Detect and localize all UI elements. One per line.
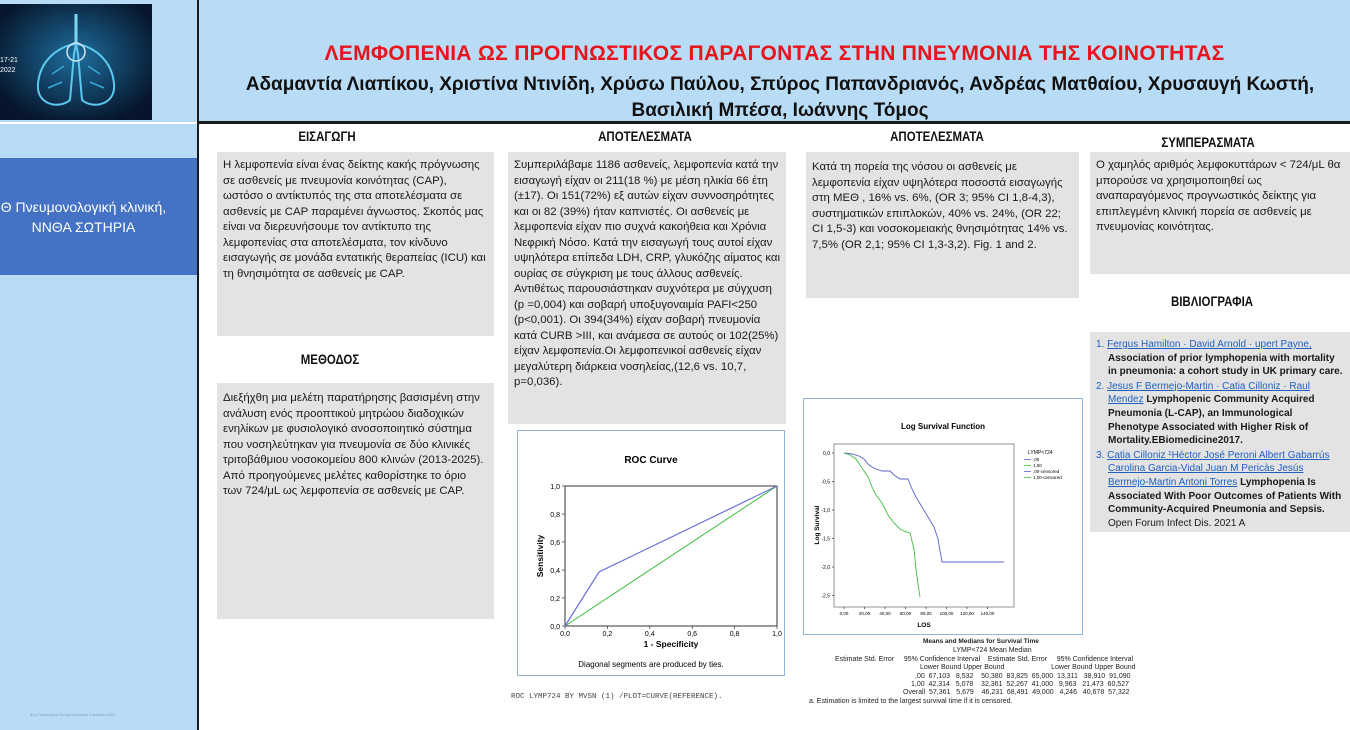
results-heading-1: ΑΠΟΤΕΛΕΣΜΑΤΑ bbox=[598, 129, 692, 144]
conclusion-text: Ο χαμηλός αριθμός λεμφοκυττάρων < 724/μL θα μπορούσε να χρησιμοποιηθεί ως αναπαραγόμενος προγνωστικός δείκτης για επιπλεγμένη κλινική πορεία σε ασθενείς με πνευμονίας κοινότητας. bbox=[1096, 159, 1341, 233]
intro-text: Η λεμφοπενία είναι ένας δείκτης κακής πρόγνωσης σε ασθενείς με πνευμονία κοινότητας (CAP), ωστόσο ο αντίκτυπός της στα αποτελέσματα σε ασθενείς με CAP παραμένει άγνωστος. Σκοπός μας είναι να διερευνήσουμε τον αντίκτυπο της λεμφοπενίας στα αποτελέσματα, τον κίνδυνο εισαγωγής σε μονάδα εντατικής θεραπείας (ICU) και τη θνησιμότητα σε ασθενείς με CAP. bbox=[223, 159, 486, 280]
survival-xtick-label: 120,00 bbox=[960, 611, 974, 616]
reference-3: 3. Catia Cilloniz ¹Héctor José Peroni Albert Gabarrús Carolina Garcia-Vidal Juan M Pericàs Jesús Bermejo-Martin Antoni Torres Lymphopenia Is Associated With Poor Outcomes of Patients With Community-Acquired Pneumonia and Sepsis. Open Forum Infect Dis. 2021 A bbox=[1096, 449, 1342, 529]
means-table-footnote: a. Estimation is limited to the largest survival time if it is censored. bbox=[809, 698, 1013, 705]
survival-xtick-label: 0,00 bbox=[839, 611, 849, 616]
roc-ytick-label: 0,8 bbox=[550, 512, 560, 519]
survival-ytick-label: -0,5 bbox=[821, 479, 830, 486]
results-box-2 bbox=[806, 152, 1079, 298]
survival-ytick-label: -1,0 bbox=[821, 508, 830, 514]
methods-text: Διεξήχθη μια μελέτη παρατήρησης βασισμένη στην ανάλυση ενός προοπτικού μητρώου διαδοχικών ενηλίκων με φυσιολογικό ανοσοποιητικό σύστημα που νοσηλεύτηκαν για πνευμονία σε δύο κλινικές τριτοβάθμιου νοσοκομείου 800 κλινών (2013-2025). bbox=[223, 392, 484, 466]
roc-ytick-label: 1,0 bbox=[550, 484, 560, 491]
poster-authors: Αδαμαντία Λιαπίκου, Χριστίνα Ντινίδη, Χρύσω Παύλου, Σπύρος Παπανδριανός, Ανδρέας Ματθαίου, Χρυσαυγή Κωστή, Βασιλική Μπέσα, Ιωάννης Τόμος bbox=[245, 74, 1315, 121]
survival-chart-title: Log Survival Function bbox=[900, 422, 986, 431]
survival-xtick-label: 100,00 bbox=[939, 611, 954, 616]
survival-legend-label: ,00-censored bbox=[1033, 469, 1060, 474]
vertical-divider bbox=[197, 0, 199, 730]
reference-1-title: Association of prior lymphopenia with mortality in pneumonia: a cohort study in UK primary care. bbox=[1108, 352, 1343, 378]
survival-ylabel: Log Survival bbox=[814, 505, 821, 545]
conference-logo bbox=[0, 4, 152, 120]
survival-chart bbox=[803, 398, 1083, 635]
roc-xtick-label: 1,0 bbox=[772, 631, 782, 638]
survival-ytick-label: -2,5 bbox=[821, 593, 830, 600]
conclusion-heading: ΣΥΜΠΕΡΑΣΜΑΤΑ bbox=[1161, 135, 1255, 150]
means-table-line3: Lower Bound Upper Bound Lower Bound Upper Bound bbox=[920, 664, 1136, 671]
means-table-row3: Overall 57,361 5,679 46,231 68,491 49,000 4,246 40,678 57,322 bbox=[903, 689, 1130, 696]
survival-legend-title: LYMP<724 bbox=[1028, 450, 1053, 456]
reference-2: 2. Jesus F Bermejo-Martin · Catia Cilloniz · Raul Mendez Lymphopenic Community Acquired Pneumonia (L-CAP), an Immunological Phenotype Associated with Higher Risk of Mortality.EBiomedicine2017. bbox=[1096, 380, 1315, 447]
poster-title: ΛΕΜΦΟΠΕΝΙΑ ΩΣ ΠΡΟΓΝΩΣΤΙΚΟΣ ΠΑΡΑΓΟΝΤΑΣ ΣΤΗΝ ΠΝΕΥΜΟΝΙΑ ΤΗΣ ΚΟΙΝΟΤΗΤΑΣ bbox=[324, 42, 1225, 65]
methods-box bbox=[217, 383, 494, 619]
survival-xlabel: LOS bbox=[917, 622, 931, 629]
references-box bbox=[1090, 332, 1350, 532]
roc-ytick-label: 0,4 bbox=[550, 568, 560, 575]
intro-heading: ΕΙΣΑΓΩΓΗ bbox=[298, 129, 356, 144]
survival-ytick-label: -1,5 bbox=[821, 536, 830, 543]
reference-1-authors-link[interactable]: Fergus Hamilton · David Arnold · upert Payne, bbox=[1107, 339, 1312, 350]
results-box-1 bbox=[508, 152, 786, 424]
conclusion-box bbox=[1090, 152, 1350, 274]
roc-xlabel: 1 - Specificity bbox=[643, 639, 699, 649]
roc-xtick-label: 0,8 bbox=[729, 631, 740, 638]
roc-ytick-label: 0,6 bbox=[550, 540, 560, 547]
survival-ytick-label: -2,0 bbox=[821, 565, 830, 571]
survival-legend-label: ,00 bbox=[1033, 457, 1040, 462]
results-heading-2: ΑΠΟΤΕΛΕΣΜΑΤΑ bbox=[890, 129, 984, 144]
reference-3-journal: Open Forum Infect Dis. 2021 A bbox=[1108, 517, 1246, 529]
department-label: Θ Πνευμονολογική κλινική, ΝΝΘΑ ΣΩΤΗΡΙΑ bbox=[0, 198, 167, 235]
means-table-row2: 1,00 42,314 5,078 32,361 52,267 41,000 9,963 21,473 60,527 bbox=[911, 681, 1129, 688]
survival-xtick-label: 80,00 bbox=[920, 611, 932, 616]
reference-3-title: Lymphopenia Is Associated With Poor Outcomes of Patients With Community-Acquired Pneumonia and Sepsis. bbox=[1108, 476, 1342, 516]
roc-chart bbox=[517, 430, 785, 676]
roc-xtick-label: 0,2 bbox=[602, 631, 613, 638]
survival-xtick-label: 20,00 bbox=[858, 611, 871, 616]
reference-3-authors-link[interactable]: Catia Cilloniz ¹Héctor José Peroni Albert Gabarrús Carolina Garcia-Vidal Juan M Pericàs Jesús Bermejo-Martin Antoni Torres bbox=[1107, 449, 1330, 488]
results-text-2: Κατά τη πορεία της νόσου οι ασθενείς με λεμφοπενία είχαν υψηλότερα ποσοστά εισαγωγής στη ΜΕΘ , 16% vs. 6%, (OR 3; 95% CI 1,8-4,3), συστηματικών επιπλοκών, 40% vs. 24%, (OR 22; CI 1,5-3) και νοσοκομειακής θνησιμότητας 14% vs. 7,5% (OR 2,1; 95% CI 1,3-3,2). Fig. 1 and 2. bbox=[812, 161, 1068, 251]
survival-xtick-label: 140,00 bbox=[980, 611, 995, 616]
sidebar-footer-text: 33o Πανελλήνιο Πνευμονολογικό Συνέδριο 2025 bbox=[30, 712, 116, 717]
methods-text-2: Από προηγούμενες μελέτες καθορίστηκε το όριο των 724/μL ως λεμφοπενία σε ασθενείς με CAP. bbox=[223, 469, 467, 497]
means-table-line2: Estimate Std. Error 95% Confidence Interval Estimate Std. Error 95% Confidence Interval bbox=[835, 656, 1134, 663]
means-table bbox=[803, 638, 1136, 718]
reference-1: 1. Fergus Hamilton · David Arnold · upert Payne, Association of prior lymphopenia with mortality in pneumonia: a cohort study in UK primary care. bbox=[1096, 339, 1343, 378]
reference-2-title: Lymphopenic Community Acquired Pneumonia (L-CAP), an Immunological Phenotype Associated with Higher Risk of Mortality.EBiomedicine2017. bbox=[1108, 394, 1315, 447]
survival-line-100 bbox=[844, 453, 920, 597]
results-text-1: Συμπεριλάβαμε 1186 ασθενείς, λεμφοπενία κατά την εισαγωγή είχαν οι 211(18 %) με μέση ηλικία 66 έτη (±17). Οι 151(72%) εξ αυτών είχαν συννοσηρότητες και οι 82 (39%) ήταν καπνιστές. Οι ασθενείς με λεμφοπενία είχαν πιο συχνά κακοήθεια και Χρόνια Νεφρική Νόσο. Κατά την εισαγωγή τους αυτοί είχαν υψηλότερα επίπεδα LDH, CRP, γλυκόζης αίματος και ουρίας σε σύγκριση με τους άλλους ασθενείς. Αντιθέτως παρουσιάστηκαν συχνότερα με σύγχυση (p =0,004) και σοβαρή υποξυγοναιμία PAFI<250 (p<0,001). Οι 394(34%) είχαν σοβαρή πνευμονία κατά CURB >III, και ανάμεσα σε αυτούς οι 102(25%) είχαν λεμφοπενία.Οι λεμφοπενικοί ασθενείς είχαν μεγαλύτερη διάρκεια νοσηλείας,(12,6 vs. 10,7, p=0,036). bbox=[514, 159, 781, 388]
survival-legend-label: 1,00 bbox=[1033, 463, 1042, 468]
department-box bbox=[0, 158, 197, 275]
roc-xtick-label: 0,0 bbox=[560, 631, 570, 638]
survival-ytick-label: 0,0 bbox=[823, 451, 830, 457]
reference-2-authors-link[interactable]: Jesus F Bermejo-Martin · Catia Cilloniz · Raul Mendez bbox=[1107, 380, 1310, 406]
logo-date: 17-21 2022 bbox=[0, 57, 18, 74]
roc-footnote: Diagonal segments are produced by ties. bbox=[578, 660, 724, 669]
survival-line-00 bbox=[844, 453, 1004, 562]
roc-syntax: ROC LYMP724 BY MVSN (1) /PLOT=CURVE(REFERENCE). bbox=[511, 693, 723, 701]
methods-heading: ΜΕΘΟΔΟΣ bbox=[300, 352, 360, 367]
survival-xtick-label: 40,00 bbox=[879, 611, 891, 616]
survival-legend-label: 1,00-censored bbox=[1033, 475, 1062, 480]
means-table-row1: ,00 67,103 8,532 50,380 83,825 65,000 13,311 38,910 91,090 bbox=[915, 673, 1131, 680]
intro-box bbox=[217, 152, 494, 336]
roc-chart-title: ROC Curve bbox=[624, 455, 678, 466]
survival-xtick-label: 60,00 bbox=[899, 611, 912, 616]
roc-ytick-label: 0,2 bbox=[550, 596, 560, 603]
roc-ylabel: Sensitivity bbox=[535, 534, 545, 578]
means-table-title: Means and Medians for Survival Time bbox=[923, 638, 1039, 645]
references-heading: ΒΙΒΛΙΟΓΡΑΦΙΑ bbox=[1170, 294, 1254, 309]
roc-xtick-label: 0,4 bbox=[644, 631, 655, 638]
roc-xtick-label: 0,6 bbox=[687, 631, 698, 638]
roc-reference-line bbox=[565, 486, 777, 626]
means-table-line1: LYMP<724 Mean Median bbox=[953, 647, 1032, 654]
roc-ytick-label: 0,0 bbox=[550, 624, 560, 631]
